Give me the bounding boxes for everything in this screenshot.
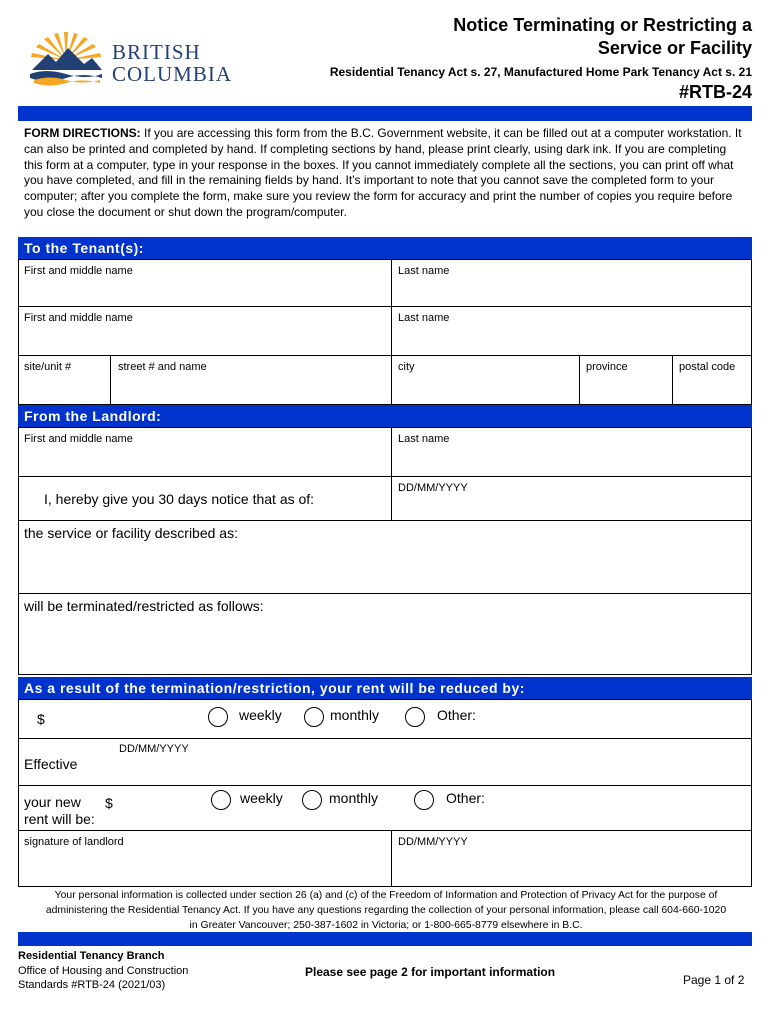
field-label: DD/MM/YYYY	[398, 482, 468, 494]
header-divider-bar	[18, 106, 752, 121]
field-label: city	[398, 361, 415, 373]
new-rent-row	[18, 785, 752, 831]
signature-date-field[interactable]	[391, 830, 752, 887]
notice-date-field[interactable]	[391, 476, 752, 521]
form-directions	[24, 126, 746, 221]
new-rent-monthly-label: monthly	[329, 790, 379, 806]
effective-row	[18, 738, 752, 786]
effective-date-format: DD/MM/YYYY	[119, 743, 189, 755]
postal-code-field[interactable]	[672, 355, 752, 405]
new-rent-label-line2: rent will be:	[24, 811, 95, 827]
new-rent-monthly-radio[interactable]	[302, 790, 322, 810]
field-label: First and middle name	[24, 433, 133, 445]
rent-section-heading: As a result of the termination/restriction, your rent will be reduced by:	[18, 677, 752, 699]
terminated-restricted-field[interactable]	[18, 593, 752, 675]
field-label: postal code	[679, 361, 736, 373]
landlord-signature-field[interactable]	[18, 830, 392, 887]
bc-logo	[26, 30, 236, 90]
notice-row	[18, 476, 392, 521]
field-label: First and middle name	[24, 265, 133, 277]
rent-reduction-row	[18, 699, 752, 739]
field-label: the service or facility described as:	[24, 525, 238, 541]
privacy-line3: in Greater Vancouver; 250-387-1602 in Victoria; or 1-800-665-8779 elsewhere in B.C.	[189, 920, 583, 931]
reduction-monthly-radio[interactable]	[304, 707, 324, 727]
tenant2-last-name-field[interactable]	[391, 306, 752, 356]
footer-page-number: Page 1 of 2	[683, 973, 745, 987]
form-subtitle: Residential Tenancy Act s. 27, Manufactured Home Park Tenancy Act s. 21	[329, 65, 752, 79]
footer-divider-bar	[18, 932, 752, 946]
footer-branch: Residential Tenancy Branch	[18, 950, 165, 962]
privacy-line2: administering the Residential Tenancy Act. If you have any questions regarding the collection of your personal information, please call 604-660-1020	[45, 905, 727, 916]
new-rent-weekly-radio[interactable]	[211, 790, 231, 810]
province-field[interactable]	[579, 355, 673, 405]
footer-standards: Standards #RTB-24 (2021/03)	[18, 979, 166, 991]
new-rent-other-radio[interactable]	[414, 790, 434, 810]
tenant1-first-middle-field[interactable]	[18, 259, 392, 307]
landlord-first-middle-field[interactable]	[18, 427, 392, 477]
footer-office: Office of Housing and Construction	[18, 965, 189, 977]
street-field[interactable]	[110, 355, 392, 405]
field-label: site/unit #	[24, 361, 72, 373]
tenant2-first-middle-field[interactable]	[18, 306, 392, 356]
landlord-section-heading: From the Landlord:	[18, 405, 752, 427]
effective-date-input[interactable]	[115, 757, 315, 783]
form-title-line1: Notice Terminating or Restricting a	[453, 15, 752, 35]
field-label: Last name	[398, 312, 450, 324]
reduction-weekly-label: weekly	[239, 707, 282, 723]
field-label: will be terminated/restricted as follows:	[24, 598, 264, 614]
field-label: province	[586, 361, 628, 373]
city-field[interactable]	[391, 355, 580, 405]
notice-text: I, hereby give you 30 days notice that as of:	[44, 491, 315, 507]
rent-reduction-amount-input[interactable]	[51, 704, 201, 734]
reduction-other-label: Other:	[437, 707, 476, 723]
reduction-weekly-radio[interactable]	[208, 707, 228, 727]
effective-label: Effective	[24, 756, 78, 772]
field-label: First and middle name	[24, 312, 133, 324]
logo-text-columbia: COLUMBIA	[112, 62, 233, 86]
field-label: Last name	[398, 265, 450, 277]
dollar-sign: $	[37, 711, 45, 727]
site-unit-field[interactable]	[18, 355, 111, 405]
reduction-other-radio[interactable]	[405, 707, 425, 727]
new-rent-weekly-label: weekly	[240, 790, 283, 806]
field-label: DD/MM/YYYY	[398, 836, 468, 848]
new-rent-label-line1: your new	[24, 794, 81, 810]
field-label: Last name	[398, 433, 450, 445]
directions-lead: FORM DIRECTIONS:	[24, 126, 141, 140]
form-title-line2: Service or Facility	[597, 38, 752, 58]
reduction-monthly-label: monthly	[330, 707, 380, 723]
new-rent-amount-input[interactable]	[119, 790, 207, 826]
footer-see-page-2: Please see page 2 for important information	[305, 965, 556, 979]
directions-text: If you are accessing this form from the B.C. Government website, it can be filled out at a computer workstation. It can also be printed and completed by hand. If completing sections by hand, please print clearly, using dark ink. If you are completing this form at a computer, type in your response in the boxes. If you cannot immediately complete all the sections, you can print off what you have completed, and fill in the remaining fields by hand. It's important to note that you cannot save the completed form to your computer; after you complete the form, make sure you review the form for accuracy and print the number of copies you require before you close the document or shut down the program/computer.	[24, 126, 742, 219]
bc-sun-mountains-icon	[26, 30, 106, 86]
landlord-last-name-field[interactable]	[391, 427, 752, 477]
privacy-notice	[14, 888, 758, 933]
form-number: #RTB-24	[678, 82, 752, 102]
tenant-section-heading: To the Tenant(s):	[18, 237, 752, 259]
dollar-sign: $	[105, 795, 113, 811]
field-label: street # and name	[118, 361, 207, 373]
service-description-field[interactable]	[18, 520, 752, 594]
form-title	[453, 14, 752, 60]
new-rent-other-label: Other:	[446, 790, 485, 806]
privacy-line1: Your personal information is collected under section 26 (a) and (c) of the Freedom of Information and Protection of Privacy Act for the purpose of	[54, 890, 718, 901]
logo-text-british: BRITISH	[112, 40, 201, 64]
tenant1-last-name-field[interactable]	[391, 259, 752, 307]
field-label: signature of landlord	[24, 836, 124, 848]
